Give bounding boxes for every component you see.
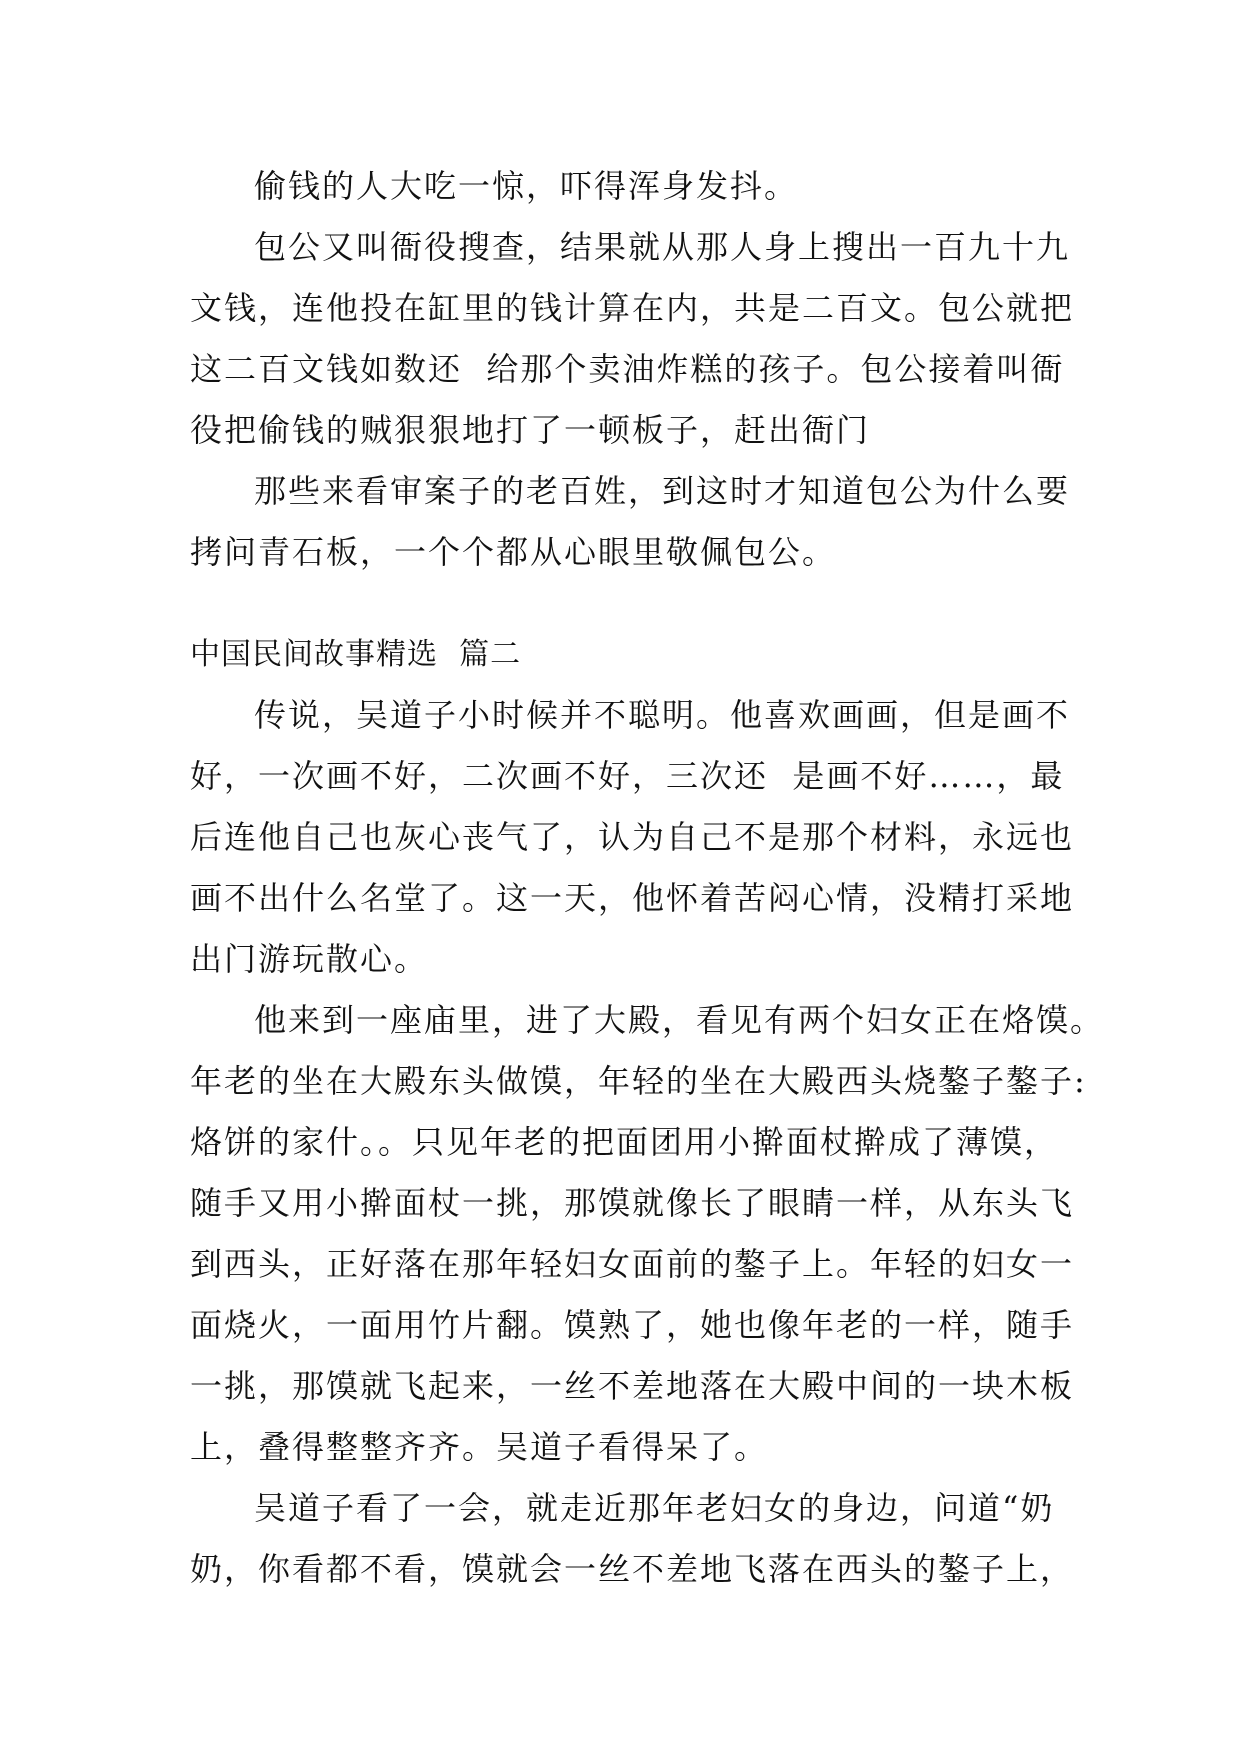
paragraph-line: 包公又叫衙役搜查，结果就从那人身上搜出一百九十九 [254, 228, 1071, 266]
paragraph-line: 随手又用小擀面杖一挑，那馍就像长了眼睛一样，从东头飞 [190, 1184, 1075, 1222]
paragraph-line: 那些来看审案子的老百姓，到这时才知道包公为什么要 [254, 472, 1071, 510]
paragraph-line: 面烧火，一面用竹片翻。馍熟了，她也像年老的一样，随手 [190, 1306, 1075, 1344]
paragraph-line: 后连他自己也灰心丧气了，认为自己不是那个材料，永远也 [190, 818, 1075, 856]
paragraph-line: 画不出什么名堂了。这一天，他怀着苦闷心情，没精打采地 [190, 879, 1075, 917]
paragraph-line: 这二百文钱如数还 给那个卖油炸糕的孩子。包公接着叫衙 [190, 350, 1065, 388]
story-one-ending [190, 156, 1075, 583]
paragraph-line: 到西头，正好落在那年轻妇女面前的鏊子上。年轻的妇女一 [190, 1245, 1075, 1283]
paragraph-line: 吴道子看了一会，就走近那年老妇女的身边，问道“奶 [254, 1489, 1055, 1527]
paragraph-line: 一挑，那馍就飞起来，一丝不差地落在大殿中间的一块木板 [190, 1367, 1075, 1405]
paragraph-line: 上，叠得整整齐齐。吴道子看得呆了。 [190, 1428, 769, 1466]
paragraph-line: 出门游玩散心。 [190, 940, 429, 978]
paragraph-line: 传说，吴道子小时候并不聪明。他喜欢画画，但是画不 [254, 696, 1071, 734]
paragraph-line: 奶，你看都不看，馍就会一丝不差地飞落在西头的鏊子上， [190, 1550, 1075, 1588]
paragraph-line: 他来到一座庙里，进了大殿，看见有两个妇女正在烙馍。 [254, 1001, 1105, 1039]
paragraph-line: 烙饼的家什。。只见年老的把面团用小擀面杖擀成了薄馍， [190, 1123, 1059, 1161]
paragraph-line: 文钱，连他投在缸里的钱计算在内，共是二百文。包公就把 [190, 289, 1075, 327]
story-two-body [190, 685, 1105, 1600]
paragraph-line: 好，一次画不好，二次画不好，三次还 是画不好……，最 [190, 757, 1065, 795]
paragraph-line: 役把偷钱的贼狠狠地打了一顿板子，赶出衙门 [190, 411, 871, 449]
paragraph-line: 偷钱的人大吃一惊，吓得浑身发抖。 [254, 167, 799, 205]
paragraph-line: 年老的坐在大殿东头做馍，年轻的坐在大殿西头烧鏊子鏊子: [190, 1062, 1087, 1100]
section-heading: 中国民间故事精选 篇二 [190, 637, 522, 672]
paragraph-line: 拷问青石板，一个个都从心眼里敬佩包公。 [190, 533, 837, 571]
